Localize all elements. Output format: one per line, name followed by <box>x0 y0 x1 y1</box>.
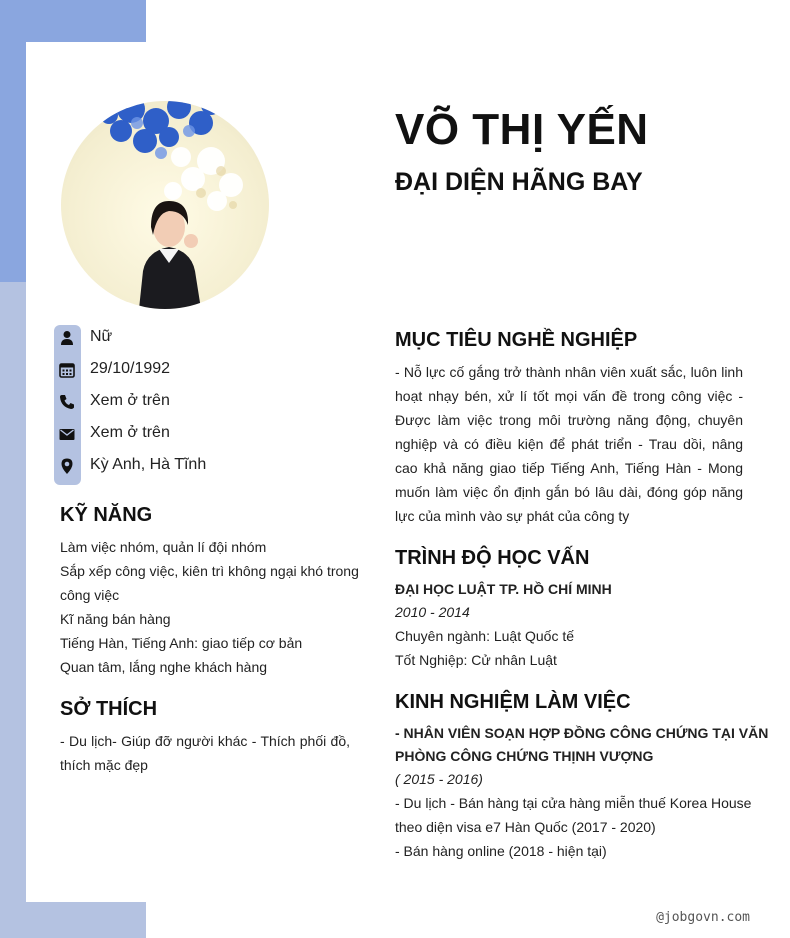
calendar-icon <box>58 361 76 379</box>
footer-watermark: @jobgovn.com <box>656 910 750 925</box>
experience-item-line: - Du lịch - Bán hàng tại cửa hàng miễn thuế Korea House <box>395 795 752 811</box>
hobbies-text: - Du lịch- Giúp đỡ người khác - Thích phối đồ, thích mặc đẹp <box>60 733 350 773</box>
education-heading: TRÌNH ĐỘ HỌC VẤN <box>395 547 590 569</box>
phone-icon <box>58 393 76 411</box>
decor-strip-left <box>0 282 26 938</box>
objective-text: - Nỗ lực cố gắng trở thành nhân viên xuất sắc, luôn linh hoạt nhạy bén, xử lí tốt mọi vấn đề trong công việc - Được làm việc trong môi trường năng động, chuyên nghiệp và có điều kiện để phát triển - Trau dồi, nâng cao khả năng giao tiếp Tiếng Anh, Tiếng Hàn - Mong muốn làm việc ổn định gắn bó lâu dài, đóng góp năng lực của mình vào sự phát của công ty <box>395 364 743 524</box>
education-school: ĐẠI HỌC LUẬT TP. HỒ CHÍ MINH <box>395 581 612 597</box>
skill-line: Tiếng Hàn, Tiếng Anh: giao tiếp cơ bản <box>60 635 303 651</box>
skill-line: Sắp xếp công việc, kiên trì không ngại khó trong <box>60 563 359 579</box>
education-degree: Tốt Nghiệp: Cử nhân Luật <box>395 652 557 668</box>
decor-block-bottom <box>0 902 146 938</box>
experience-role-line: - NHÂN VIÊN SOẠN HỢP ĐỒNG CÔNG CHỨNG TẠI VĂN <box>395 725 769 741</box>
skill-line: công việc <box>60 587 120 603</box>
hobbies-heading: SỞ THÍCH <box>60 698 158 720</box>
objective-heading: MỤC TIÊU NGHỀ NGHIỆP <box>395 329 638 351</box>
address-text: Kỳ Anh, Hà Tĩnh <box>90 456 207 473</box>
gender-text: Nữ <box>90 328 113 345</box>
experience-period: ( 2015 - 2016) <box>395 771 483 787</box>
profile-photo <box>61 101 269 309</box>
email-text: Xem ở trên <box>90 424 170 441</box>
education-period: 2010 - 2014 <box>395 604 470 620</box>
person-icon <box>58 329 76 347</box>
job-title: ĐẠI DIỆN HÃNG BAY <box>395 168 643 196</box>
candidate-name: VÕ THỊ YẾN <box>395 105 649 154</box>
skill-line: Quan tâm, lắng nghe khách hàng <box>60 659 268 675</box>
mail-icon <box>58 425 76 443</box>
experience-heading: KINH NGHIỆM LÀM VIỆC <box>395 691 631 713</box>
location-icon <box>58 457 76 475</box>
phone-text: Xem ở trên <box>90 392 170 409</box>
experience-role-line: PHÒNG CÔNG CHỨNG THỊNH VƯỢNG <box>395 748 654 764</box>
experience-item-line: theo diện visa e7 Hàn Quốc (2017 - 2020) <box>395 819 656 835</box>
skill-line: Kĩ năng bán hàng <box>60 611 171 627</box>
skill-line: Làm việc nhóm, quản lí đội nhóm <box>60 539 267 555</box>
education-major: Chuyên ngành: Luật Quốc tế <box>395 628 575 644</box>
birthdate-text: 29/10/1992 <box>90 360 171 377</box>
experience-item-line: - Bán hàng online (2018 - hiện tại) <box>395 843 607 859</box>
skills-heading: KỸ NĂNG <box>60 504 153 526</box>
